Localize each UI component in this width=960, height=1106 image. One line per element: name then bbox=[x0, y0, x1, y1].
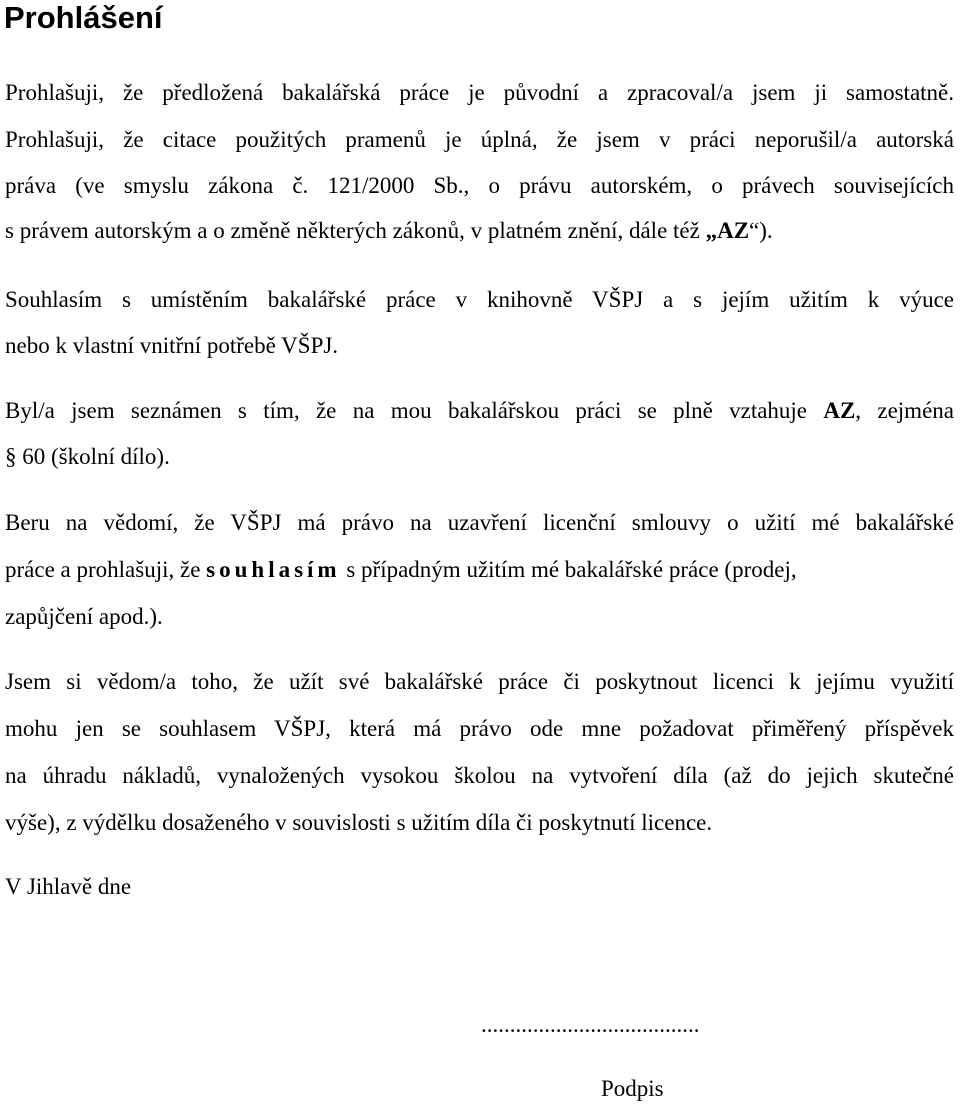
text-segment: s právem autorským a o změně některých zákonů, v platném znění, dále též bbox=[5, 218, 706, 243]
text-segment: práce a prohlašuji, že bbox=[5, 557, 207, 582]
text-segment: “). bbox=[749, 218, 773, 243]
declaration-paragraph-license-line-3: zapůjčení apod.). bbox=[5, 604, 163, 629]
declaration-paragraph-fees-line-1: Jsem si vědom/a toho, že užít své bakalářské práce či poskytnout licenci k jejímu využití bbox=[5, 669, 954, 694]
signature-label: Podpis bbox=[601, 1076, 664, 1101]
consent-word: souhlasím bbox=[206, 557, 341, 582]
place-and-date: V Jihlavě dne bbox=[5, 874, 132, 899]
declaration-paragraph-originality-line-4 bbox=[5, 216, 773, 246]
declaration-paragraph-originality-line-2: Prohlašuji, že citace použitých pramenů je úplná, že jsem v práci neporušil/a autorská bbox=[5, 127, 954, 152]
az-abbreviation: AZ bbox=[823, 398, 856, 423]
page-title: Prohlášení bbox=[4, 0, 163, 35]
declaration-paragraph-originality-line-1: Prohlašuji, že předložená bakalářská práce je původní a zpracoval/a jsem ji samostatně. bbox=[5, 80, 954, 105]
declaration-paragraph-az-line-1 bbox=[5, 396, 954, 426]
text-segment: Byl/a jsem seznámen s tím, že na mou bakalářskou práci se plně vztahuje bbox=[5, 398, 824, 423]
declaration-paragraph-fees-line-2: mohu jen se souhlasem VŠPJ, která má právo ode mne požadovat přiměřený příspěvek bbox=[5, 716, 954, 741]
text-segment: , zejména bbox=[855, 398, 954, 423]
az-abbreviation: „AZ bbox=[705, 218, 750, 243]
declaration-paragraph-license-line-2 bbox=[5, 555, 797, 585]
declaration-paragraph-fees-line-4: výše), z výdělku dosaženého v souvislosti s užitím díla či poskytnutí licence. bbox=[5, 810, 713, 835]
declaration-paragraph-fees-line-3: na úhradu nákladů, vynaložených vysokou školou na vytvoření díla (až do jejich skutečné bbox=[5, 763, 954, 788]
signature-line: ...................................... bbox=[481, 1012, 700, 1037]
declaration-paragraph-az-line-2: § 60 (školní dílo). bbox=[5, 444, 170, 469]
text-segment: s případným užitím mé bakalářské práce (prodej, bbox=[340, 557, 797, 582]
declaration-paragraph-library-line-1: Souhlasím s umístěním bakalářské práce v knihovně VŠPJ a s jejím užitím k výuce bbox=[5, 287, 954, 312]
declaration-paragraph-library-line-2: nebo k vlastní vnitřní potřebě VŠPJ. bbox=[5, 333, 339, 358]
declaration-paragraph-license-line-1: Beru na vědomí, že VŠPJ má právo na uzavření licenční smlouvy o užití mé bakalářské bbox=[5, 510, 954, 535]
declaration-paragraph-originality-line-3: práva (ve smyslu zákona č. 121/2000 Sb., o právu autorském, o právech souvisejících bbox=[5, 173, 954, 198]
